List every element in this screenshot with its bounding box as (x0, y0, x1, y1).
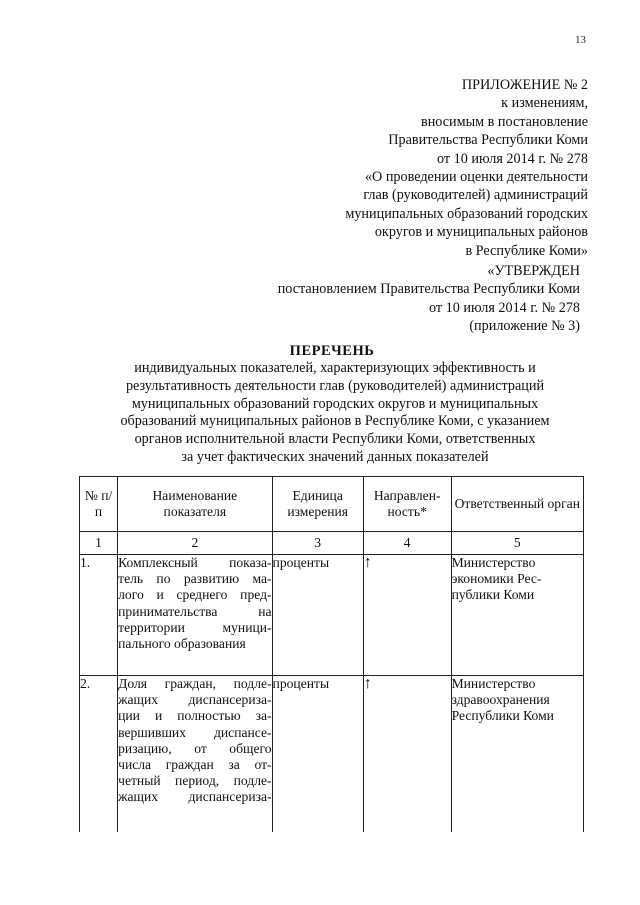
appendix-line: к изменениям, (501, 95, 588, 112)
header-responsible: Ответственный орган (451, 477, 583, 532)
indicator-name-line: Доля граждан, подле- (118, 676, 272, 691)
column-index: 4 (363, 532, 451, 555)
appendix-line: муниципальных образований городских (345, 205, 588, 222)
direction-up-arrow-icon: ↑ (363, 555, 451, 676)
document-title: ПЕРЕЧЕНЬ (289, 343, 375, 359)
responsible-body-line: экономики Рес- (451, 571, 542, 587)
table-header-row (80, 477, 584, 532)
table-row (80, 555, 584, 676)
description-line: индивидуальных показателей, характеризующих эффективность и (134, 360, 536, 376)
approval-line: (приложение № 3) (469, 318, 580, 335)
approval-line: «УТВЕРЖДЕН (487, 263, 580, 279)
direction-up-arrow-icon: ↑ (363, 676, 451, 833)
responsible-body-line: Республики Коми (451, 708, 554, 724)
appendix-line: Правительства Республики Коми (388, 132, 588, 149)
appendix-line: ПРИЛОЖЕНИЕ № 2 (461, 77, 588, 93)
row-number: 2. (80, 676, 118, 833)
indicator-name-line: принимательства на (118, 603, 272, 619)
indicator-unit: проценты (272, 676, 363, 833)
appendix-line: вносимым в постановление (421, 113, 588, 130)
indicator-name-line: числа граждан за от- (118, 757, 272, 773)
indicator-name-line: Комплексный показа- (118, 555, 272, 570)
document-description (90, 360, 580, 467)
description-line: муниципальных образований городских округов и муниципальных (131, 395, 539, 412)
indicator-unit: проценты (272, 555, 363, 676)
row-number: 1. (80, 555, 118, 676)
indicator-name-line: жащих диспансериза- (118, 789, 272, 805)
header-name: Наименование показателя (118, 477, 272, 532)
description-line: за учет фактических значений данных показателей (181, 448, 489, 465)
indicator-name-line: четный период, подле- (118, 773, 272, 789)
indicator-name-line: тель по развитию ма- (118, 571, 272, 587)
column-index: 1 (80, 532, 118, 555)
indicator-name-line: жащих диспансериза- (118, 692, 272, 708)
approval-stamp-text (278, 262, 580, 336)
header-unit: Единица измерения (272, 477, 363, 532)
indicator-name-line: вершивших диспансе- (118, 724, 272, 740)
header-num: № п/п (80, 477, 118, 532)
responsible-body (451, 555, 583, 676)
column-index-row (80, 532, 584, 555)
approval-line: от 10 июля 2014 г. № 278 (429, 299, 580, 316)
indicator-name (118, 676, 272, 833)
indicator-name-line: территории муници- (118, 619, 272, 635)
appendix-header (345, 76, 588, 260)
indicator-name (118, 555, 272, 676)
indicator-name-line: лого и среднего пред- (118, 587, 272, 603)
description-line: образований муниципальных районов в Республике Коми, с указанием (120, 413, 550, 430)
responsible-body (451, 676, 583, 833)
indicator-name-line: пального образования (118, 636, 246, 652)
column-index: 2 (118, 532, 272, 555)
description-line: результативность деятельности глав (руководителей) администраций (125, 377, 545, 394)
table-row (80, 676, 584, 833)
indicator-name-line: ризацию, от общего (118, 740, 272, 756)
appendix-line: от 10 июля 2014 г. № 278 (437, 150, 588, 167)
description-line: органов исполнительной власти Республики Коми, ответственных (134, 431, 536, 448)
indicators-table (79, 476, 584, 832)
responsible-body-line: Министерство (451, 555, 536, 570)
header-direction: Направлен-ность* (363, 477, 451, 532)
appendix-line: глав (руководителей) администраций (363, 187, 588, 204)
appendix-line: «О проведении оценки деятельности (364, 169, 588, 186)
page-number: 13 (575, 34, 586, 46)
indicator-name-line: ции и полностью за- (118, 708, 272, 724)
approval-line: постановлением Правительства Республики Коми (277, 281, 580, 298)
responsible-body-line: публики Коми (451, 587, 535, 603)
appendix-line: округов и муниципальных районов (374, 224, 588, 241)
responsible-body-line: здравоохранения (451, 692, 550, 708)
responsible-body-line: Министерство (451, 676, 536, 691)
appendix-line: в Республике Коми» (465, 242, 588, 259)
column-index: 5 (451, 532, 583, 555)
column-index: 3 (272, 532, 363, 555)
